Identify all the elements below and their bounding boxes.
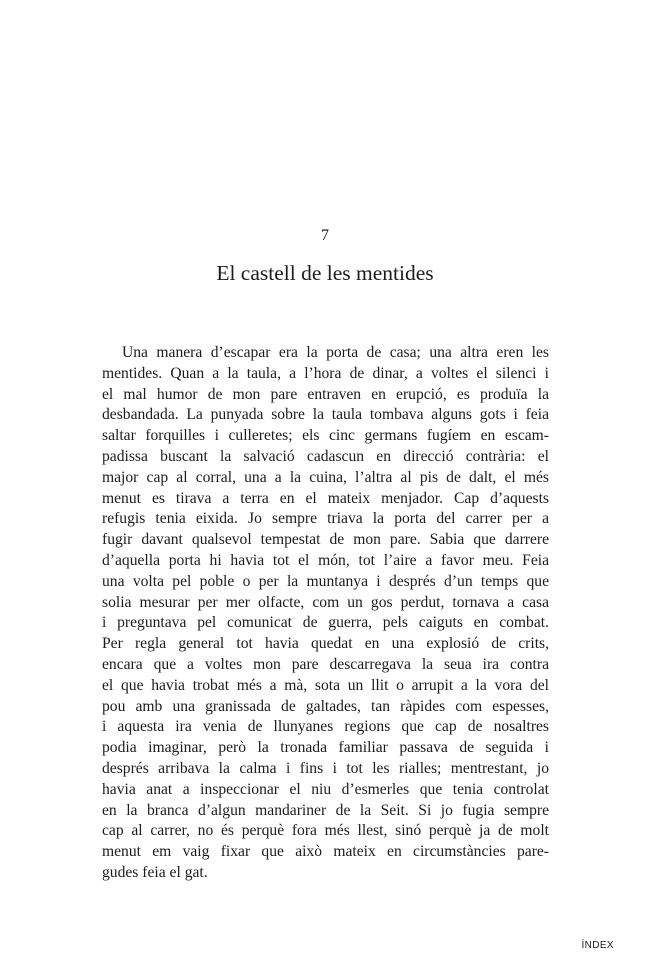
paragraph-line: el que havia trobat més a mà, sota un llit o arrupit a la vora del [102,676,549,694]
chapter-number: 7 [321,227,329,244]
paragraph-line: podia imaginar, però la tronada familiar passava de seguida i [102,739,549,757]
paragraph-line: el mal humor de mon pare entraven en erupció, es produïa la [102,385,549,403]
paragraph-line: pou amb una granissada de galtades, tan ràpides com espesses, [102,697,549,715]
paragraph-line: i preguntava pel comunicat de guerra, pels caiguts en combat. [102,614,549,632]
paragraph-line: Per regla general tot havia quedat en una explosió de crits, [102,635,549,653]
paragraph-line: Una manera d’escapar era la porta de casa; una altra eren les [122,344,549,361]
paragraph-line: fugir davant qualsevol tempestat de mon pare. Sabia que darrere [102,531,549,549]
paragraph-line: desbandada. La punyada sobre la taula tombava alguns gots i feia [102,406,549,424]
paragraph-line: menut em vaig fixar que això mateix en circumstàncies pare- [102,843,549,861]
paragraph-line: i aquesta ira venia de llunyanes regions que cap de nosaltres [102,718,549,736]
paragraph-line: major cap al corral, una a la cuina, l’altra al pis de dalt, el més [102,468,549,486]
paragraph-line: saltar forquilles i culleretes; els cinc germans fugíem en escam- [102,427,549,445]
paragraph-line: refugis tenia eixida. Jo sempre triava la porta del carrer per a [102,510,549,528]
paragraph-line: cap al carrer, no és perquè fora més llest, sinó perquè ja de molt [102,822,549,840]
paragraph-line: en la branca d’algun mandariner de la Seit. Si jo fugia sempre [102,801,549,819]
paragraph-line: padissa buscant la salvació cadascun en direcció contrària: el [102,447,549,465]
paragraph-line: havia anat a inspeccionar el niu d’esmerles que tenia controlat [102,780,549,798]
index-link[interactable]: ÍNDEX [581,940,614,951]
paragraph-line: encara que a voltes mon pare descarregava la seua ira contra [102,655,549,673]
paragraph-line: d’aquella porta hi havia tot el món, tot l’aire a favor meu. Feia [102,551,549,569]
paragraph-line: mentides. Quan a la taula, a l’hora de dinar, a voltes el silenci i [102,364,549,382]
chapter-title: El castell de les mentides [216,261,434,285]
paragraph-line: menut es tirava a terra en el mateix menjador. Cap d’aquests [102,489,549,507]
paragraph-line: solia mesurar per mer olfacte, com un gos perdut, tornava a casa [102,593,549,611]
paragraph-line: gudes feia el gat. [102,863,208,881]
paragraph-line: una volta pel poble o per la muntanya i després d’un temps que [102,572,549,590]
chapter-body-paragraph [102,343,549,884]
paragraph-line: després arribava la calma i fins i tot les rialles; mentrestant, jo [102,759,549,777]
